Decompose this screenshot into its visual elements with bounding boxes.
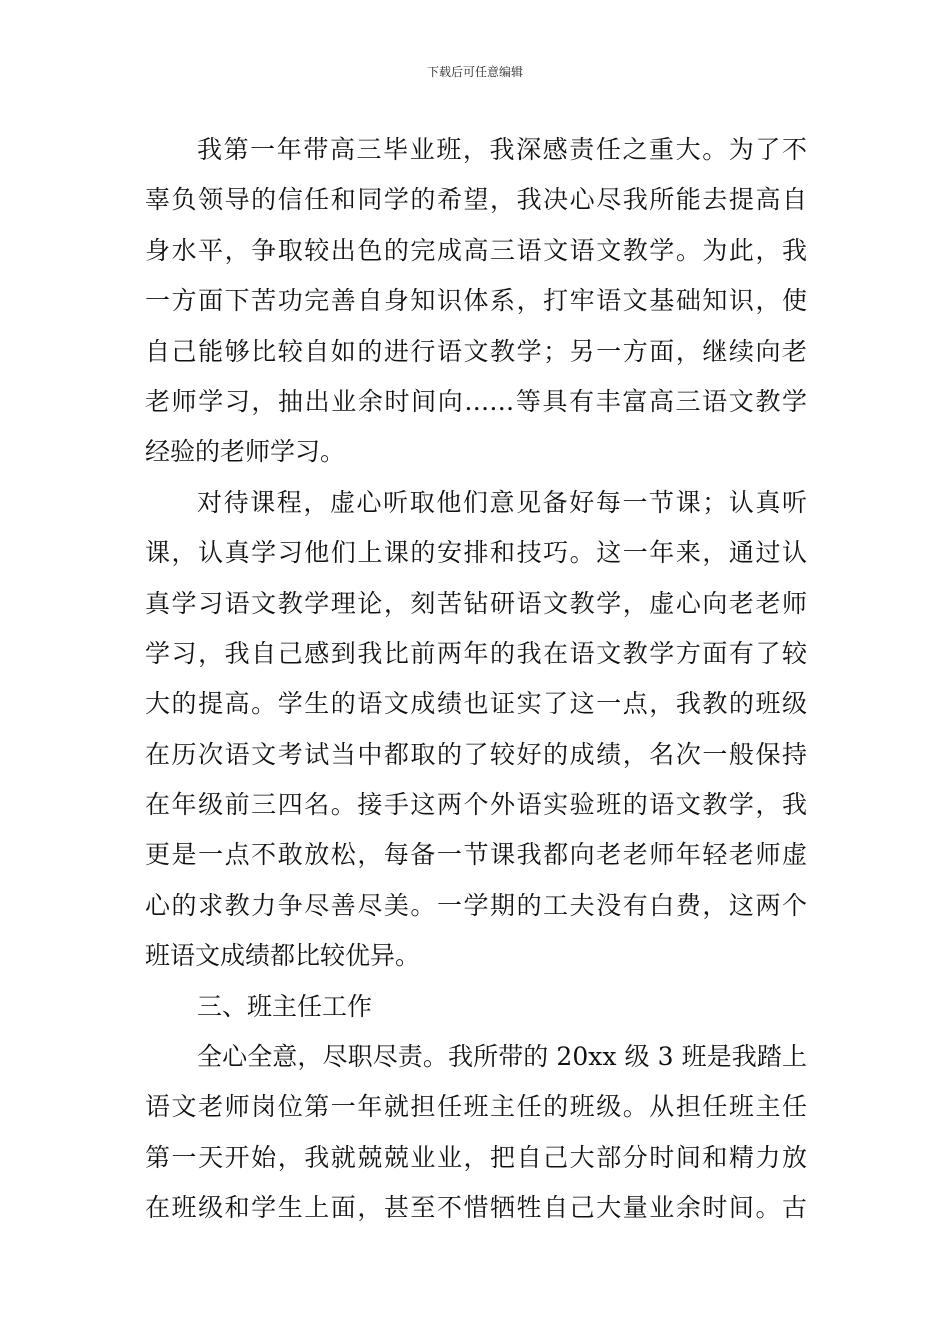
section-heading-homeroom-teacher [145, 982, 807, 1032]
text-line: 老师学习，抽出业余时间向……等具有丰富高三语文教学 [145, 386, 807, 416]
text-line: 在历次语文考试当中都取的了较好的成绩，名次一般保持 [145, 739, 807, 769]
document-body [145, 125, 807, 1234]
text-line: 一方面下苦功完善自身知识体系，打牢语文基础知识，使 [145, 286, 807, 316]
page-header: 下载后可任意编辑 [426, 65, 523, 79]
paragraph-teaching-intro [145, 125, 807, 478]
text-line: 身水平，争取较出色的完成高三语文语文教学。为此，我 [145, 235, 807, 265]
text-line: 经验的老师学习。 [145, 437, 346, 467]
paragraph-course-preparation [145, 478, 807, 982]
text-line: 语文老师岗位第一年就担任班主任的班级。从担任班主任 [145, 1092, 807, 1122]
text-line: 全心全意，尽职尽责。我所带的 20xx 级 3 班是我踏上 [197, 1042, 807, 1072]
text-line: 更是一点不敢放松，每备一节课我都向老老师年轻老师虚 [145, 840, 807, 870]
text-line: 辜负领导的信任和同学的希望，我决心尽我所能去提高自 [145, 185, 807, 215]
text-line: 在班级和学生上面，甚至不惜牺牲自己大量业余时间。古 [145, 1193, 807, 1223]
text-line: 心的求教力争尽善尽美。一学期的工夫没有白费，这两个 [145, 890, 807, 920]
text-line: 自己能够比较自如的进行语文教学；另一方面，继续向老 [145, 336, 807, 366]
text-line: 对待课程，虚心听取他们意见备好每一节课；认真听 [197, 487, 807, 517]
text-line: 学习，我自己感到我比前两年的我在语文教学方面有了较 [145, 638, 807, 668]
text-line: 在年级前三四名。接手这两个外语实验班的语文教学，我 [145, 790, 807, 820]
text-line: 第一天开始，我就兢兢业业，把自己大部分时间和精力放 [145, 1142, 807, 1172]
section-heading: 三、班主任工作 [197, 991, 373, 1021]
paragraph-homeroom-work [145, 1032, 807, 1234]
text-line: 大的提高。学生的语文成绩也证实了这一点，我教的班级 [145, 689, 807, 719]
text-line: 真学习语文教学理论，刻苦钻研语文教学，虚心向老老师 [145, 588, 807, 618]
text-line: 我第一年带高三毕业班，我深感责任之重大。为了不 [197, 135, 807, 164]
text-line: 课，认真学习他们上课的安排和技巧。这一年来，通过认 [145, 538, 807, 568]
text-line: 班语文成绩都比较优异。 [145, 941, 421, 971]
